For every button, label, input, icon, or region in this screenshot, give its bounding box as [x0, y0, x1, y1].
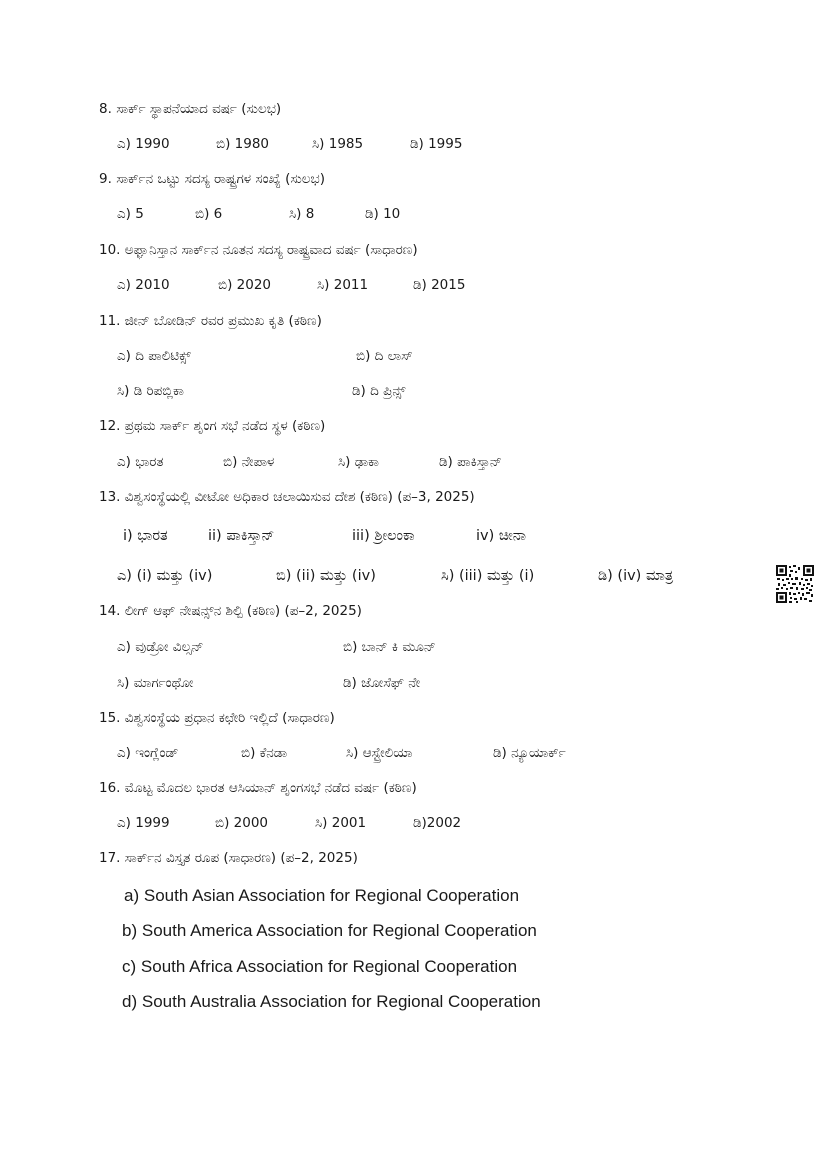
question-number: 9.: [99, 171, 112, 187]
option-d: ಡಿ)2002: [413, 815, 462, 831]
option-b: ಬಿ) (ii) ಮತ್ತು (iv): [276, 568, 376, 584]
option-d: ಡಿ) 1995: [410, 136, 463, 152]
option-c: ಸಿ) 2001: [315, 815, 367, 831]
option-d: ಡಿ) ಜೋಸೆಫ್ ನೇ: [343, 675, 421, 691]
option-a: ಎ) ದಿ ಪಾಲಿಟಿಕ್ಸ್: [117, 348, 191, 364]
option-c: ಸಿ) ಆಸ್ಟ್ರೇಲಿಯಾ: [346, 745, 413, 761]
question-text: ಜೀನ್ ಬೋಡಿನ್ ರವರ ಪ್ರಮುಖ ಕೃತಿ (ಕಠಿಣ): [124, 313, 322, 329]
question-text: ಅಫ್ಘಾನಿಸ್ತಾನ ಸಾರ್ಕ್‌ನ ನೂತನ ಸದಸ್ಯ ರಾಷ್ಟ್ರವಾದ ವರ್ಷ (ಸಾಧಾರಣ): [124, 242, 418, 258]
option-c: ಸಿ) (iii) ಮತ್ತು (i): [441, 568, 535, 584]
option-b: ಬಿ) 2020: [218, 277, 271, 293]
option-a: ಎ) (i) ಮತ್ತು (iv): [117, 568, 213, 584]
option-c: ಸಿ) 1985: [312, 136, 364, 152]
option-b: ಬಿ) 2000: [215, 815, 268, 831]
option-a: ಎ) 2010: [117, 277, 170, 293]
question-number: 12.: [99, 418, 121, 434]
question-number: 10.: [99, 242, 121, 258]
question-number: 14.: [99, 603, 121, 619]
question-number: 13.: [99, 489, 121, 505]
option-d: ಡಿ) ನ್ಯೂಯಾರ್ಕ್: [493, 745, 566, 761]
option-a: ಎ) ಭಾರತ: [117, 454, 164, 470]
option-b: ಬಿ) ದಿ ಲಾಸ್: [356, 348, 413, 364]
question-10: [99, 241, 418, 259]
option-a: ಎ) 1999: [117, 815, 170, 831]
question-text: ಪ್ರಥಮ ಸಾರ್ಕ್ ಶೃಂಗ ಸಭೆ ನಡೆದ ಸ್ಥಳ (ಕಠಿಣ): [124, 418, 326, 434]
option-d: ಡಿ) ಪಾಕಿಸ್ತಾನ್: [439, 454, 502, 470]
option-d: ಡಿ) (iv) ಮಾತ್ರ: [598, 568, 674, 584]
option-a: ಎ) 1990: [117, 136, 170, 152]
question-17-option-a: a) South Asian Association for Regional Cooperation: [124, 886, 520, 905]
question-15: [99, 709, 335, 727]
option-b: ಬಿ) ನೇಪಾಳ: [223, 454, 275, 470]
question-text: ಸಾರ್ಕ್‌ನ ಒಟ್ಟು ಸದಸ್ಯ ರಾಷ್ಟ್ರಗಳ ಸಂಖ್ಯೆ (ಸುಲಭ): [116, 171, 326, 187]
question-16: [99, 779, 417, 797]
question-text: ವಿಶ್ವಸಂಸ್ಥೆಯ ಪ್ರಧಾನ ಕಛೇರಿ ಇಲ್ಲಿದೆ (ಸಾಧಾರಣ): [124, 710, 335, 726]
option-d: ಡಿ) ದಿ ಪ್ರಿನ್ಸ್: [352, 383, 406, 399]
question-17: [99, 849, 358, 867]
question-number: 8.: [99, 101, 112, 117]
question-number: 16.: [99, 780, 121, 796]
question-13: [99, 488, 475, 506]
question-17-option-d: d) South Australia Association for Regional Cooperation: [122, 992, 541, 1011]
option-a: ಎ) ವುಡ್ರೋ ವಿಲ್ಸನ್: [117, 639, 204, 655]
question-17-option-c: c) South Africa Association for Regional Cooperation: [122, 957, 518, 976]
option-c: ಸಿ) ಡಿ ರಿಪಬ್ಲಿಕಾ: [117, 383, 184, 399]
question-text: ವಿಶ್ವಸಂಸ್ಥೆಯಲ್ಲಿ ವೀಟೋ ಅಧಿಕಾರ ಚಲಾಯಿಸುವ ದೇಶ (ಕಠಿಣ) (ಪ–3, 2025): [124, 489, 475, 505]
item-ii: ii) ಪಾಕಿಸ್ತಾನ್: [208, 528, 275, 544]
option-c: ಸಿ) ಮಾರ್ಗಂಥೋ: [117, 675, 194, 691]
option-b: ಬಿ) ಬಾನ್ ಕಿ ಮೂನ್: [343, 639, 436, 655]
question-text: ಸಾರ್ಕ್‌ನ ವಿಸ್ತೃತ ರೂಪ (ಸಾಧಾರಣ) (ಪ–2, 2025): [124, 850, 358, 866]
option-b: ಬಿ) 1980: [216, 136, 269, 152]
option-a: ಎ) 5: [117, 206, 144, 222]
item-iv: iv) ಚೀನಾ: [476, 528, 526, 544]
question-text: ಸಾರ್ಕ್ ಸ್ಥಾಪನೆಯಾದ ವರ್ಷ (ಸುಲಭ): [116, 101, 282, 117]
option-c: ಸಿ) ಢಾಕಾ: [338, 454, 379, 470]
question-8: [99, 100, 281, 118]
question-17-option-b: b) South America Association for Regional Cooperation: [122, 921, 537, 940]
question-number: 15.: [99, 710, 121, 726]
option-c: ಸಿ) 8: [289, 206, 315, 222]
option-d: ಡಿ) 2015: [413, 277, 466, 293]
question-number: 11.: [99, 313, 121, 329]
qr-code-icon: [776, 565, 814, 603]
option-a: ಎ) ಇಂಗ್ಲೆಂಡ್: [117, 745, 179, 761]
option-b: ಬಿ) 6: [195, 206, 223, 222]
question-12: [99, 417, 325, 435]
option-c: ಸಿ) 2011: [317, 277, 369, 293]
item-i: i) ಭಾರತ: [123, 528, 168, 544]
question-9: [99, 170, 325, 188]
question-text: ಮೊಟ್ಟ ಮೊದಲ ಭಾರತ ಆಸಿಯಾನ್ ಶೃಂಗಸಭೆ ನಡೆದ ವರ್ಷ (ಕಠಿಣ): [124, 780, 417, 796]
option-d: ಡಿ) 10: [365, 206, 401, 222]
item-iii: iii) ಶ್ರೀಲಂಕಾ: [352, 528, 415, 544]
question-14: [99, 602, 362, 620]
question-number: 17.: [99, 850, 121, 866]
question-text: ಲೀಗ್ ಆಫ್ ನೇಷನ್ಸ್‌ನ ಶಿಲ್ಪಿ (ಕಠಿಣ) (ಪ–2, 2025): [124, 603, 362, 619]
option-b: ಬಿ) ಕೆನಡಾ: [241, 745, 288, 761]
question-11: [99, 312, 322, 330]
